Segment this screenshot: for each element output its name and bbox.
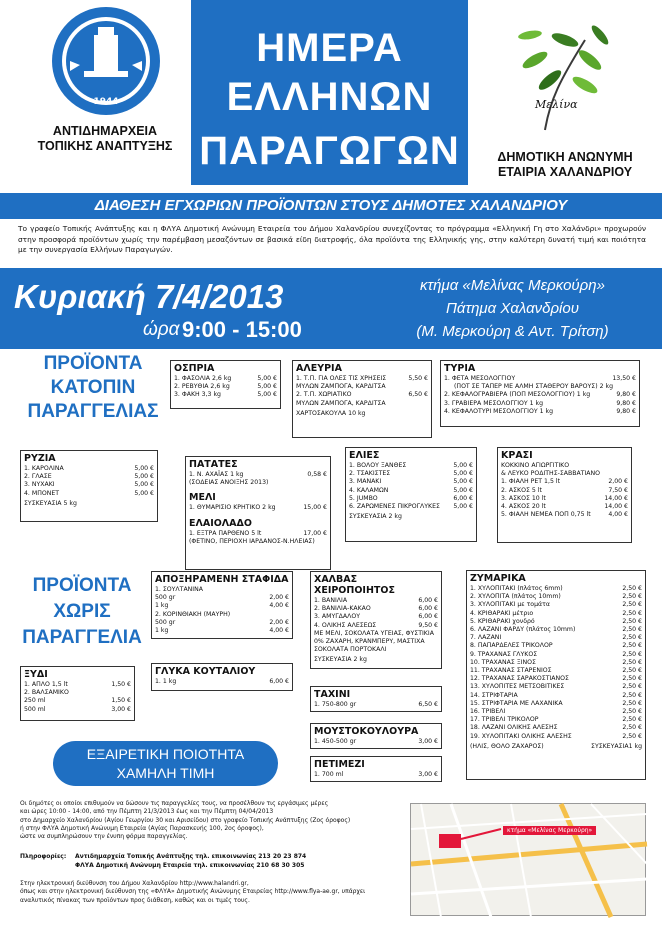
product-row: [444, 408, 636, 416]
product-row: [470, 667, 642, 675]
product-name: 1. ΚΑΡΟΛΙΝΑ: [24, 465, 64, 472]
product-price: 2,50 €: [622, 593, 642, 601]
product-row: [24, 681, 131, 689]
product-row: [470, 716, 642, 724]
product-name: 0% ΖΑΧΑΡΗ, ΚΡΑΝΜΠΕΡΥ, ΜΑΣΤΙΧΑ: [314, 638, 425, 646]
product-name: 5. ΦΙΑΛΗ ΝΕΜΕΑ ΠΟΠ 0,75 lt: [501, 511, 591, 519]
product-name: 250 ml: [24, 697, 46, 705]
product-row: [296, 383, 428, 391]
product-price: 6,00 €: [418, 597, 438, 604]
product-name: 1. 450-500 gr: [314, 738, 357, 745]
product-price: 5,00 €: [257, 391, 277, 399]
product-name: 2. Τ.Π. ΧΩΡΙΑΤΙΚΟ: [296, 391, 352, 399]
product-name: ΚΟΚΚΙΝΟ ΑΓΙΩΡΓΙΤΙΚΟ: [501, 462, 570, 469]
left-org: ΑΝΤΙΔΗΜΑΡΧΕΙΑ ΤΟΠΙΚΗΣ ΑΝΑΠΤΥΞΗΣ: [37, 124, 173, 153]
product-price: 2,00 €: [269, 618, 289, 626]
product-row: [470, 585, 642, 593]
product-price: 2,50 €: [622, 634, 642, 642]
product-row: [24, 473, 154, 481]
product-name: 18. ΛΑΖΑΝΙ ΟΛΙΚΗΣ ΑΛΕΣΗΣ: [470, 724, 558, 732]
product-price: [425, 638, 438, 646]
product-name: 4. ΚΕΦΑΛΟΤΥΡΙ ΜΕΣΟΛΟΓΓΙΟΥ 1 kg: [444, 407, 554, 415]
product-name: 3. ΑΣΚΟΣ 10 lt: [501, 494, 546, 502]
product-name: 3. ΝΥΧΑΚΙ: [24, 481, 55, 489]
box-zymarika: [466, 570, 646, 780]
box-title: ΡΥΖΙΑ: [24, 453, 56, 464]
product-name: 1. 1 kg: [155, 678, 177, 685]
product-name: 19. ΧΥΛΟΠΙΤΑΚΙ ΟΛΙΚΗΣ ΑΛΕΣΗΣ: [470, 732, 572, 740]
product-row: [314, 771, 438, 779]
product-price: 2,50 €: [622, 650, 642, 658]
product-name: 2. ΚΟΡΙΝΘΙΑΚΗ (ΜΑΥΡΗ): [155, 610, 231, 618]
box-tyria: [440, 360, 640, 427]
product-row: [314, 638, 438, 646]
product-row: [470, 610, 642, 618]
banner: ΔΙΑΘΕΣΗ ΕΓΧΩΡΙΩΝ ΠΡΟΪΟΝΤΩΝ ΣΤΟΥΣ ΔΗΜΟΤΕΣ ΧΑΛΑΝΔΡΙΟΥ: [0, 193, 662, 219]
product-name: 1 kg: [155, 627, 169, 635]
product-name: 1 kg: [155, 602, 169, 610]
product-row: [470, 683, 642, 691]
product-name: 1. ΧΥΛΟΠΙΤΑΚΙ (πλάτος 6mm): [470, 585, 563, 592]
title-line-1: ΗΜΕΡΑ: [256, 26, 403, 70]
product-price: 2,00 €: [269, 594, 289, 602]
product-price: 5,00 €: [134, 481, 154, 489]
product-row: [470, 626, 642, 634]
product-name: 3. ΑΜΥΓΔΑΛΟΥ: [314, 613, 361, 621]
product-price: 2,00 €: [608, 478, 628, 486]
product-row: [155, 586, 289, 594]
product-price: 1,50 €: [111, 697, 131, 705]
product-price: 6,00 €: [418, 605, 438, 613]
product-row: [501, 511, 628, 519]
product-price: 2,50 €: [622, 691, 642, 699]
product-price: 17,00 €: [303, 529, 327, 537]
product-name: 4. ΚΡΙΘΑΡΑΚΙ μέτριο: [470, 609, 534, 617]
product-row: [189, 538, 327, 546]
product-name: (ΠΟΤ ΣΕ ΤΑΠΕΡ ΜΕ ΑΛΜΗ ΣΤΑΘΕΡΟΥ ΒΑΡΟΥΣ) 2 kg: [454, 383, 613, 391]
title-line-3: ΠΑΡΑΓΩΓΩΝ: [199, 129, 460, 173]
olive-branch-icon: [505, 20, 615, 135]
product-price: [105, 689, 131, 697]
event-time: 9:00 - 15:00: [182, 317, 302, 342]
product-price: 2,50 €: [622, 617, 642, 625]
product-name: 17. ΤΡΙΒΕΛΙ ΤΡΙΚΟΛΟΡ: [470, 716, 539, 724]
product-row: [470, 724, 642, 732]
product-price: [402, 400, 428, 408]
product-row: [189, 479, 327, 487]
product-price: 0,58 €: [307, 471, 327, 478]
product-name: 1. ΘΥΜΑΡΙΣΙΟ ΚΡΗΤΙΚΟ 2 kg: [189, 504, 276, 512]
product-row: [296, 391, 428, 399]
product-price: [301, 479, 327, 487]
box-title: ΚΡΑΣΙ: [501, 450, 533, 461]
product-price: 5,00 €: [257, 375, 277, 382]
product-name: 7. ΛΑΖΑΝΙ: [470, 634, 502, 642]
box-alevria: [292, 360, 432, 438]
street-map-icon: [411, 804, 647, 917]
product-price: 4,00 €: [269, 602, 289, 610]
right-logo: [505, 20, 615, 135]
product-name: 1. ΣΟΥΛΤΑΝΙΝΑ: [155, 586, 203, 593]
product-price: [263, 586, 289, 594]
box-note: ΣΥΣΚΕΥΑΣΙΑ 5 kg: [24, 499, 77, 507]
product-row: [189, 504, 327, 512]
box-note: ΧΑΡΤΟΣΑΚΟΥΛΑ 10 kg: [296, 409, 366, 417]
product-row: [470, 675, 642, 683]
box-title: ΧΑΛΒΑΣ ΧΕΙΡΟΠΟΙΗΤΟΣ: [314, 574, 395, 596]
box-note: ΣΥΣΚΕΥΑΣΙΑ 2 kg: [314, 656, 367, 664]
product-name: 2. ΑΣΚΟΣ 5 lt: [501, 486, 542, 494]
box-title: ΑΠΟΞΗΡΑΜΕΝΗ ΣΤΑΦΙΔΑ: [155, 574, 289, 585]
product-price: 2,50 €: [622, 699, 642, 707]
product-name: 1. Ν. ΑΧΑΪΑΣ 1 kg: [189, 471, 244, 478]
product-row: [155, 594, 289, 602]
product-row: [314, 613, 438, 621]
box-title: ΠΕΤΙΜΕΖΙ: [314, 759, 365, 770]
product-price: 5,00 €: [453, 478, 473, 486]
box-note-right: ΣΥΣΚΕΥΑΣΙΑ1 kg: [591, 742, 642, 750]
product-name: 1. 750-800 gr: [314, 701, 357, 708]
product-price: 2,50 €: [622, 626, 642, 634]
product-price: 2,50 €: [622, 601, 642, 609]
product-price: 2,50 €: [622, 609, 642, 617]
product-row: [314, 622, 438, 630]
product-price: 2,50 €: [622, 732, 642, 740]
product-row: [24, 490, 154, 498]
section-order-heading: ΠΡΟΪΟΝΤΑ ΚΑΤΟΠΙΝ ΠΑΡΑΓΓΕΛΙΑΣ: [27, 353, 159, 422]
product-price: 9,80 €: [616, 391, 636, 399]
product-name: 2. ΒΑΛΣΑΜΙΚΟ: [24, 689, 69, 697]
product-price: 2,50 €: [622, 675, 642, 683]
product-name: 2. ΧΥΛΟΠΙΤΑ (πλάτος 10mm): [470, 593, 561, 601]
product-name: 1. ΒΑΝΙΛΙΑ: [314, 597, 348, 604]
product-name: 500 gr: [155, 618, 176, 626]
product-row: [155, 678, 289, 686]
product-price: 2,50 €: [622, 683, 642, 691]
product-row: [349, 503, 473, 511]
box-moustokouloura: [310, 723, 442, 749]
product-row: [470, 733, 642, 741]
right-org: ΔΗΜΟΤΙΚΗ ΑΝΩΝΥΜΗ ΕΤΑΙΡΙΑ ΧΑΛΑΝΔΡΙΟΥ: [497, 150, 633, 179]
product-price: 9,80 €: [616, 407, 636, 415]
product-price: 2,50 €: [622, 585, 642, 592]
footer-info: Πληροφορίες: Αντιδημαρχεία Τοπικής Ανάπτυξης τηλ. επικοινωνίας 213 20 23 874 ΦΛΥΑ Δημοτική Ανώνυμη Εταιρεία τηλ. επικοινωνίας 210 68 30 305: [20, 853, 307, 869]
product-row: [174, 375, 277, 383]
product-name: 4. ΚΑΛΑΜΩΝ: [349, 486, 389, 494]
box-patates: [185, 456, 331, 570]
product-name: 3. ΜΑΝΑΚΙ: [349, 478, 382, 486]
product-name: 12. ΤΡΑΧΑΝΑΣ ΣΑΡΑΚΟΣΤΙΑΝΟΣ: [470, 675, 569, 683]
box-petimezi: [310, 756, 442, 782]
product-price: 2,50 €: [622, 708, 642, 716]
product-row: [314, 646, 438, 654]
product-price: 1,50 €: [111, 681, 131, 688]
product-name: 1. ΦΑΣΟΛΙΑ 2,6 kg: [174, 375, 232, 382]
product-row: [470, 651, 642, 659]
product-price: 5,00 €: [453, 470, 473, 478]
product-name: 1. 700 ml: [314, 771, 344, 778]
product-price: 2,50 €: [622, 642, 642, 650]
product-name: 15. ΣΤΡΙΦΤΑΡΙΑ ΜΕ ΛΑΧΑΝΙΚΑ: [470, 699, 563, 707]
box-halvas: [310, 571, 442, 669]
product-name: ΜΥΛΩΝ ΖΑΜΠΟΓΑ, ΚΑΡΔΙΤΣΑ: [296, 383, 386, 391]
product-name: ΜΕ ΜΕΛΙ, ΣΟΚΟΛΑΤΑ ΥΓΕΙΑΣ, ΦΥΣΤΙΚΙΑ: [314, 629, 434, 637]
product-price: 6,00 €: [418, 613, 438, 621]
product-row: [444, 383, 636, 391]
box-title: ΞΥΔΙ: [24, 669, 48, 680]
product-row: [314, 738, 438, 746]
product-row: [155, 611, 289, 619]
product-price: 9,50 €: [418, 621, 438, 629]
product-price: 6,50 €: [418, 701, 438, 708]
product-price: [315, 538, 327, 546]
box-title: ΜΟΥΣΤΟΚΟΥΛΟΥΡΑ: [314, 726, 419, 737]
event-place: κτήμα «Μελίνας Μερκούρη» Πάτημα Χαλανδρίου (Μ. Μερκούρη & Αντ. Τρίτση): [416, 277, 609, 340]
product-row: [470, 700, 642, 708]
product-row: [501, 495, 628, 503]
product-price: 6,00 €: [269, 678, 289, 685]
product-name: 6. ΛΑΖΑΝΙ ΦΑΡΔΥ (πλάτος 10mm): [470, 626, 576, 634]
product-price: [263, 611, 289, 619]
product-row: [349, 462, 473, 470]
product-price: 2,50 €: [622, 716, 642, 724]
product-row: [189, 471, 327, 479]
box-title: ΤΥΡΙΑ: [444, 363, 476, 374]
product-row: [314, 605, 438, 613]
section-noorder-heading: ΠΡΟΪΟΝΤΑ ΧΩΡΙΣ ΠΑΡΑΓΓΕΛΙΑ: [22, 575, 142, 648]
product-name: 14. ΣΤΡΙΦΤΑΡΙΑ: [470, 691, 518, 699]
product-row: [470, 618, 642, 626]
product-row: [174, 383, 277, 391]
box-elies: [345, 447, 477, 542]
product-row: [349, 495, 473, 503]
product-row: [349, 487, 473, 495]
product-row: [470, 642, 642, 650]
box-note-left: (ΗΛΙΣ, ΘΟΛΟ ΖΑΧΑΡΟΣ): [470, 742, 544, 750]
product-price: 14,00 €: [604, 503, 628, 511]
product-name: 5. ΚΡΙΘΑΡΑΚΙ χονδρό: [470, 617, 535, 625]
product-row: [501, 462, 628, 470]
product-price: 3,00 €: [418, 771, 438, 778]
location-map[interactable]: [410, 803, 646, 916]
logo-script: Μελίνα: [535, 98, 578, 111]
product-name: 2. ΤΣΑΚΙΣΤΕΣ: [349, 470, 391, 478]
product-row: [470, 601, 642, 609]
product-name: 2. ΚΕΦΑΛΟΓΡΑΒΙΕΡΑ (ΠΟΠ ΜΕΣΟΛΟΓΓΙΟΥ) 1 kg: [444, 391, 591, 399]
product-name: 1. ΕΞΤΡΑ ΠΑΡΘΕΝΟ 5 lt: [189, 529, 262, 537]
left-logo: [50, 5, 162, 117]
product-price: 5,00 €: [134, 489, 154, 497]
product-name: 1. ΒΟΛΟΥ ΞΑΝΘΕΣ: [349, 462, 407, 469]
map-label: κτήμα «Μελίνας Μερκούρη»: [503, 826, 596, 835]
product-price: [412, 646, 438, 654]
product-price: 6,50 €: [408, 391, 428, 399]
footer-links: Στην ηλεκτρονική διεύθυνση του Δήμου Χαλανδρίου http://www.halandri.gr, όπως και στην ηλεκτρονική διεύθυνση της «ΦΛΥΑ» Δημοτικής Ανώνυμης Εταιρείας http://www.flya-ae.gr, υπάρχει αναλυτικός πίνακας των προϊόντων προς διάθεση, καθώς και οι τιμές τους.: [20, 880, 366, 904]
product-row: [444, 400, 636, 408]
product-row: [155, 619, 289, 627]
box-title: ΕΛΑΙΟΛΑΔΟ: [189, 517, 252, 529]
product-row: [314, 630, 438, 638]
product-name: 16. ΤΡΙΒΕΛΙ: [470, 708, 506, 716]
location-marker-icon: [439, 834, 461, 848]
product-name: 8. ΠΑΠΑΡΔΕΛΕΣ ΤΡΙΚΟΛΟΡ: [470, 642, 553, 650]
product-name: 1. ΦΕΤΑ ΜΕΣΟΛΟΓΓΙΟΥ: [444, 375, 516, 382]
product-name: 500 ml: [24, 705, 46, 713]
product-price: 5,00 €: [134, 465, 154, 472]
product-name: 9. ΤΡΑΧΑΝΑΣ ΓΛΥΚΟΣ: [470, 650, 538, 658]
product-price: 2,50 €: [622, 658, 642, 666]
box-title: ΑΛΕΥΡΙΑ: [296, 363, 342, 374]
box-title: ΖΥΜΑΡΙΚΑ: [470, 573, 526, 584]
product-name: (ΦΕΤΙΝΟ, ΠΕΡΙΟΧΗ ΙΑΡΔΑΝΟΣ-Ν.ΗΛΕΙΑΣ): [189, 537, 315, 545]
box-note: ΣΥΣΚΕΥΑΣΙΑ 2 kg: [349, 513, 402, 521]
product-price: 2,50 €: [622, 667, 642, 675]
box-stafida: [151, 571, 293, 639]
product-name: 2. ΡΕΒΥΘΙΑ 2,6 kg: [174, 383, 230, 391]
event-date: Κυριακή 7/4/2013: [14, 278, 284, 315]
product-row: [501, 478, 628, 486]
product-name: 4. ΑΣΚΟΣ 20 lt: [501, 503, 546, 511]
product-row: [349, 470, 473, 478]
product-name: 3. ΧΥΛΟΠΙΤΑΚΙ με τομάτα: [470, 601, 550, 609]
box-title: ΜΕΛΙ: [189, 492, 216, 504]
product-price: [602, 470, 628, 478]
product-price: 3,00 €: [418, 738, 438, 745]
product-price: [402, 383, 428, 391]
box-krasi: [497, 447, 632, 543]
product-price: 7,50 €: [608, 486, 628, 494]
box-title: ΕΛΙΕΣ: [349, 450, 380, 461]
product-name: 4. ΜΠΟΝΕΤ: [24, 489, 60, 497]
box-glyka: [151, 663, 293, 691]
product-price: 4,00 €: [608, 511, 628, 519]
product-name: 10. ΤΡΑΧΑΝΑΣ ΞΙΝΟΣ: [470, 658, 536, 666]
product-name: 1. Τ.Π. ΓΙΑ ΟΛΕΣ ΤΙΣ ΧΡΗΣΕΙΣ: [296, 375, 387, 382]
product-name: 3. ΓΡΑΒΙΕΡΑ ΜΕΣΟΛΟΓΓΙΟΥ 1 kg: [444, 399, 544, 407]
product-price: [613, 383, 636, 391]
event-time-label: ώρα: [143, 319, 180, 340]
product-row: [174, 391, 277, 399]
box-ryzia: [20, 450, 158, 522]
product-row: [24, 689, 131, 697]
product-row: [501, 503, 628, 511]
box-taxini: [310, 686, 442, 712]
product-row: [24, 697, 131, 705]
product-row: [24, 465, 154, 473]
product-name: 11. ΤΡΑΧΑΝΑΣ ΣΤΑΡΕΝΙΟΣ: [470, 667, 552, 675]
product-name: 6. ΖΑΡΩΜΕΝΕΣ ΠΙΚΡΟΓΛΥΚΕΣ: [349, 503, 440, 511]
product-row: [470, 659, 642, 667]
product-row: [314, 701, 438, 709]
seal-year: 1944: [93, 97, 119, 107]
event-panel: [0, 268, 662, 349]
box-ospria: [170, 360, 281, 409]
box-title: ΤΑΧΙΝΙ: [314, 689, 351, 700]
product-name: 500 gr: [155, 594, 176, 602]
product-price: 9,80 €: [616, 399, 636, 407]
product-price: 13,50 €: [612, 375, 636, 382]
product-price: 6,00 €: [453, 494, 473, 502]
box-xydi: [20, 666, 135, 721]
product-row: [470, 634, 642, 642]
product-name: 2. ΒΑΝΙΛΙΑ-ΚΑΚΑΟ: [314, 605, 371, 613]
product-name: ΜΥΛΩΝ ΖΑΜΠΟΓΑ, ΚΑΡΔΙΤΣΑ: [296, 399, 386, 407]
box-title: ΠΑΤΑΤΕΣ: [189, 459, 238, 470]
product-row: [444, 391, 636, 399]
product-row: [444, 375, 636, 383]
product-row: [155, 602, 289, 610]
product-price: [602, 462, 628, 470]
product-row: [349, 478, 473, 486]
product-name: 1. ΦΙΑΛΗ PET 1,5 lt: [501, 478, 560, 486]
product-name: 13. ΧΥΛΟΠΙΤΕΣ ΜΕΤΣΟΒΙΤΙΚΕΣ: [470, 683, 565, 691]
product-price: 5,00 €: [453, 486, 473, 494]
product-row: [296, 375, 428, 383]
product-row: [501, 470, 628, 478]
product-price: 15,00 €: [303, 504, 327, 512]
product-row: [470, 708, 642, 716]
product-name: & ΛΕΥΚΟ ΡΟΔΙΤΗΣ-ΣΑΒΒΑΤΙΑΝΟ: [501, 470, 601, 478]
product-row: [24, 481, 154, 489]
title-block: [191, 0, 468, 185]
box-title: ΓΛΥΚΑ ΚΟΥΤΑΛΙΟΥ: [155, 666, 256, 677]
product-price: 3,00 €: [111, 705, 131, 713]
product-price: 5,50 €: [408, 375, 428, 382]
product-price: 14,00 €: [604, 494, 628, 502]
title-line-2: ΕΛΛΗΝΩΝ: [226, 75, 433, 119]
product-price: 5,00 €: [257, 383, 277, 391]
product-price: 5,00 €: [453, 503, 473, 511]
product-name: 3. ΦΑΚΗ 3,3 kg: [174, 391, 221, 399]
product-row: [470, 692, 642, 700]
product-row: [501, 487, 628, 495]
product-price: 2,50 €: [622, 724, 642, 732]
product-name: 1. ΑΠΛΟ 1,5 lt: [24, 681, 68, 688]
box-title: ΟΣΠΡΙΑ: [174, 363, 215, 374]
product-price: [434, 630, 438, 638]
product-name: ΣΟΚΟΛΑΤΑ ΠΟΡΤΟΚΑΛΙ: [314, 646, 387, 654]
product-row: [296, 400, 428, 408]
box-note-row: [470, 743, 642, 751]
product-name: (ΣΟΔΕΙΑΣ ΑΝΟΙΞΗΣ 2013): [189, 479, 269, 487]
quality-badge: ΕΞΑΙΡΕΤΙΚΗ ΠΟΙΟΤΗΤΑ ΧΑΜΗΛΗ ΤΙΜΗ: [53, 741, 278, 786]
product-name: 2. ΓΛΑΣΕ: [24, 473, 52, 481]
product-row: [155, 627, 289, 635]
product-price: 5,00 €: [453, 462, 473, 469]
product-name: 4. ΟΛΙΚΗΣ ΑΛΕΣΕΩΣ: [314, 621, 377, 629]
product-row: [314, 597, 438, 605]
product-row: [189, 530, 327, 538]
product-price: 4,00 €: [269, 627, 289, 635]
footer-instructions: Οι δημότες οι οποίοι επιθυμούν να δώσουν τις παραγγελίες τους, να προσέλθουν τις εργάσιμες μέρες και ώρες 10:00 - 14:00, από την Πέμπτη 21/3/2013 έως και την Πέμπτη 04/04/2013 στο Δημαρχείο Χαλανδρίου (Αγίου Γεωργίου 30 και Αρισείδου) στο γραφείο Τοπικής Ανάπτυξης (Ζος όροφος) ή στην ΦΛΥΑ Δημοτική Ανώνυμη Εταιρεία (Αγίας Παρασκευής 100, 2ος όροφος), ώστε να συμπληρώσουν την ένυπη φόρμα παραγγελίας.: [20, 800, 351, 841]
product-row: [24, 706, 131, 714]
intro-text: Το γραφείο Τοπικής Ανάπτυξης και η ΦΛΥΑ Δημοτική Ανώνυμη Εταιρεία του Δήμου Χαλανδρίου συνεχίζοντας το πρόγραμμα «Ελληνική Γη στο Χαλάνδρι» προχωρούν στην προσφορά προϊόντων χωρίς την παρέμβαση μεσαζόντων σε βασικά είδη διατροφής, όλα προϊόντα της Ελληνικής γης, στην καλύτερη δυνατή τιμή και ποιότητα με την συνεργασία Ελλήνων Παραγωγών.: [18, 224, 646, 254]
product-name: 5. JUMBO: [349, 494, 378, 502]
product-price: 5,00 €: [134, 473, 154, 481]
